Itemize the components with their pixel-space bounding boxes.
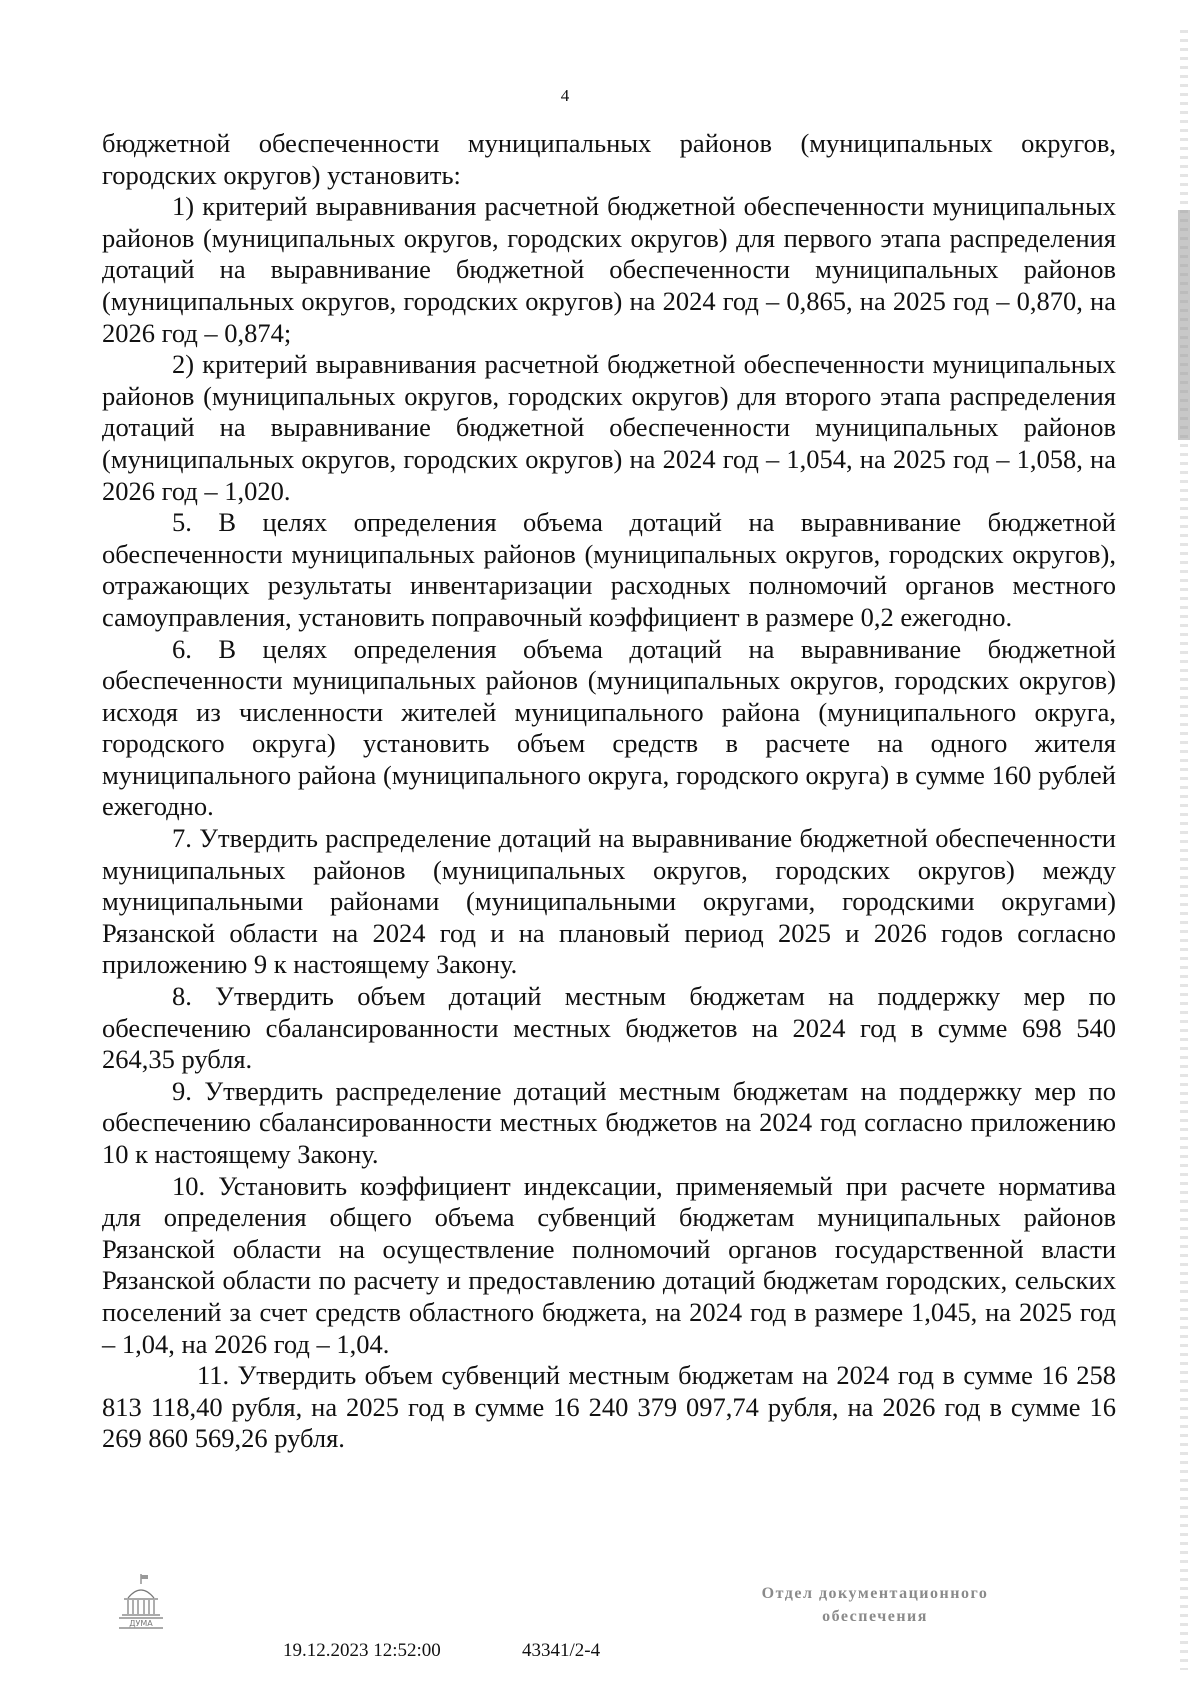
paragraph-intro: бюджетной обеспеченности муниципальных районов (муниципальных округов, городских округов) установить:: [102, 128, 1116, 190]
paragraph-item-10: 10. Установить коэффициент индексации, применяемый при расчете норматива для определения общего объема субвенций бюджетам муниципальных районов Рязанской области на осуществление полномочий органов государственной власти Рязанской области по расчету и предоставлению дотаций бюджетам городских, сельских поселений за счет средств областного бюджета, на 2024 год в размере 1,045, на 2025 год – 1,04, на 2026 год – 1,04.: [102, 1170, 1116, 1359]
stamp-line-2: обеспечения: [822, 1608, 928, 1625]
footer-date: 19.12.2023 12:52:00: [283, 1640, 441, 1661]
paragraph-criterion-2: 2) критерий выравнивания расчетной бюджетной обеспеченности муниципальных районов (муниципальных округов, городских округов) для второго этапа распределения дотаций на выравнивание бюджетной обеспеченности муниципальных районов (муниципальных округов, городских округов) на 2024 год – 1,054, на 2025 год – 1,058, на 2026 год – 1,020.: [102, 349, 1116, 506]
footer-doc-id: 43341/2-4: [522, 1640, 601, 1661]
paragraph-item-8: 8. Утвердить объем дотаций местным бюджетам на поддержку мер по обеспечению сбалансированности местных бюджетов на 2024 год в сумме 698 540 264,35 рубля.: [102, 981, 1116, 1075]
paragraph-item-9: 9. Утвердить распределение дотаций местным бюджетам на поддержку мер по обеспечению сбалансированности местных бюджетов на 2024 год согласно приложению 10 к настоящему Закону.: [102, 1075, 1116, 1169]
logo-text: ДУМА: [129, 1619, 153, 1628]
stamp-line-1: Отдел документационного: [761, 1585, 989, 1602]
paragraph-item-5: 5. В целях определения объема дотаций на выравнивание бюджетной обеспеченности муниципальных районов (муниципальных округов, городских округов), отражающих результаты инвентаризации расходных полномочий органов местного самоуправления, установить поправочный коэффициент в размере 0,2 ежегодно.: [102, 507, 1116, 632]
paragraph-item-7: 7. Утвердить распределение дотаций на выравнивание бюджетной обеспеченности муниципальных районов (муниципальных округов, городских округов) между муниципальными районами (муниципальными округами, городскими округами) Рязанской области на 2024 год и на плановый период 2025 и 2026 годов согласно приложению 9 к настоящему Закону.: [102, 823, 1116, 980]
duma-building-icon: [116, 1572, 166, 1634]
department-stamp: [735, 1582, 1015, 1628]
paragraph-item-11: 11. Утвердить объем субвенций местным бюджетам на 2024 год в сумме 16 258 813 118,40 рубля, на 2025 год в сумме 16 240 379 097,74 рубля, на 2026 год в сумме 16 269 860 569,26 рубля.: [102, 1360, 1116, 1454]
scan-edge-shadow: [1178, 210, 1190, 440]
document-body: [102, 128, 1116, 1455]
paragraph-item-6: 6. В целях определения объема дотаций на выравнивание бюджетной обеспеченности муниципальных районов (муниципальных округов, городских округов) исходя из численности жителей муниципального района (муниципального округа, городского округа) установить объем средств в расчете на одного жителя муниципального района (муниципального округа, городского округа) в сумме 160 рублей ежегодно.: [102, 633, 1116, 822]
page-number: 4: [560, 86, 570, 105]
paragraph-criterion-1: 1) критерий выравнивания расчетной бюджетной обеспеченности муниципальных районов (муниципальных округов, городских округов) для первого этапа распределения дотаций на выравнивание бюджетной обеспеченности муниципальных районов (муниципальных округов, городских округов) на 2024 год – 0,865, на 2025 год – 0,870, на 2026 год – 0,874;: [102, 191, 1116, 348]
